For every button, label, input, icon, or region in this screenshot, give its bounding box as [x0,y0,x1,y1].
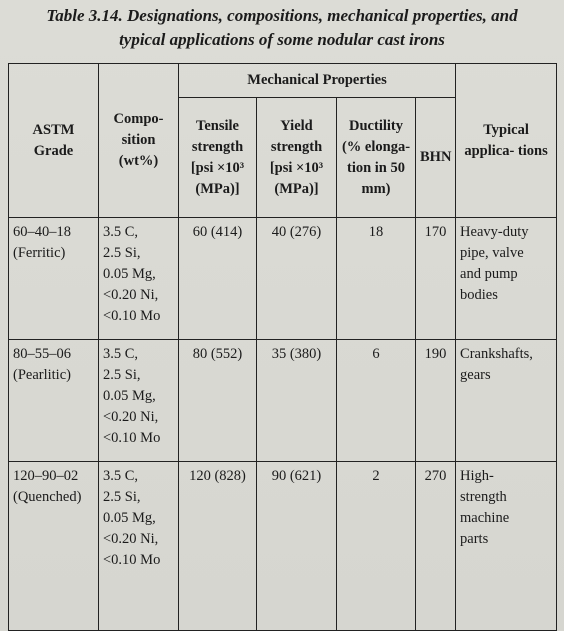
cell-applications: Heavy-duty pipe, valve and pump bodies [456,218,557,340]
cell-grade: 80–55–06 (Pearlitic) [9,340,99,462]
cell-yield: 40 (276) [257,218,337,340]
cell-ductility: 2 [337,462,416,631]
cell-grade: 60–40–18 (Ferritic) [9,218,99,340]
cell-applications: Crankshafts, gears [456,340,557,462]
header-mechanical-properties: Mechanical Properties [179,64,456,98]
cell-composition: 3.5 C, 2.5 Si, 0.05 Mg, <0.20 Ni, <0.10 Mo [99,218,179,340]
nodular-cast-iron-table [8,63,557,631]
cell-ductility: 6 [337,340,416,462]
header-astm-grade: ASTM Grade [9,64,99,218]
header-typical-applications: Typical applica- tions [456,64,557,218]
cell-yield: 35 (380) [257,340,337,462]
header-composition: Compo- sition (wt%) [99,64,179,218]
caption-line-1: Table 3.14. Designations, compositions, mechanical properties, and [46,6,518,25]
table-row [9,462,557,631]
table-row [9,218,557,340]
cell-grade: 120–90–02 (Quenched) [9,462,99,631]
cell-composition: 3.5 C, 2.5 Si, 0.05 Mg, <0.20 Ni, <0.10 Mo [99,462,179,631]
cell-applications: High- strength machine parts [456,462,557,631]
cell-tensile: 60 (414) [179,218,257,340]
table-caption [0,4,564,52]
cell-bhn: 270 [416,462,456,631]
cell-tensile: 120 (828) [179,462,257,631]
header-ductility: Ductility (% elonga- tion in 50 mm) [337,98,416,218]
cell-ductility: 18 [337,218,416,340]
caption-line-2: typical applications of some nodular cast irons [119,30,445,49]
cell-tensile: 80 (552) [179,340,257,462]
table-row [9,340,557,462]
cell-bhn: 170 [416,218,456,340]
cell-composition: 3.5 C, 2.5 Si, 0.05 Mg, <0.20 Ni, <0.10 Mo [99,340,179,462]
header-tensile-strength: Tensile strength [psi ×10³ (MPa)] [179,98,257,218]
header-yield-strength: Yield strength [psi ×10³ (MPa)] [257,98,337,218]
cell-yield: 90 (621) [257,462,337,631]
header-bhn: BHN [416,98,456,218]
cell-bhn: 190 [416,340,456,462]
